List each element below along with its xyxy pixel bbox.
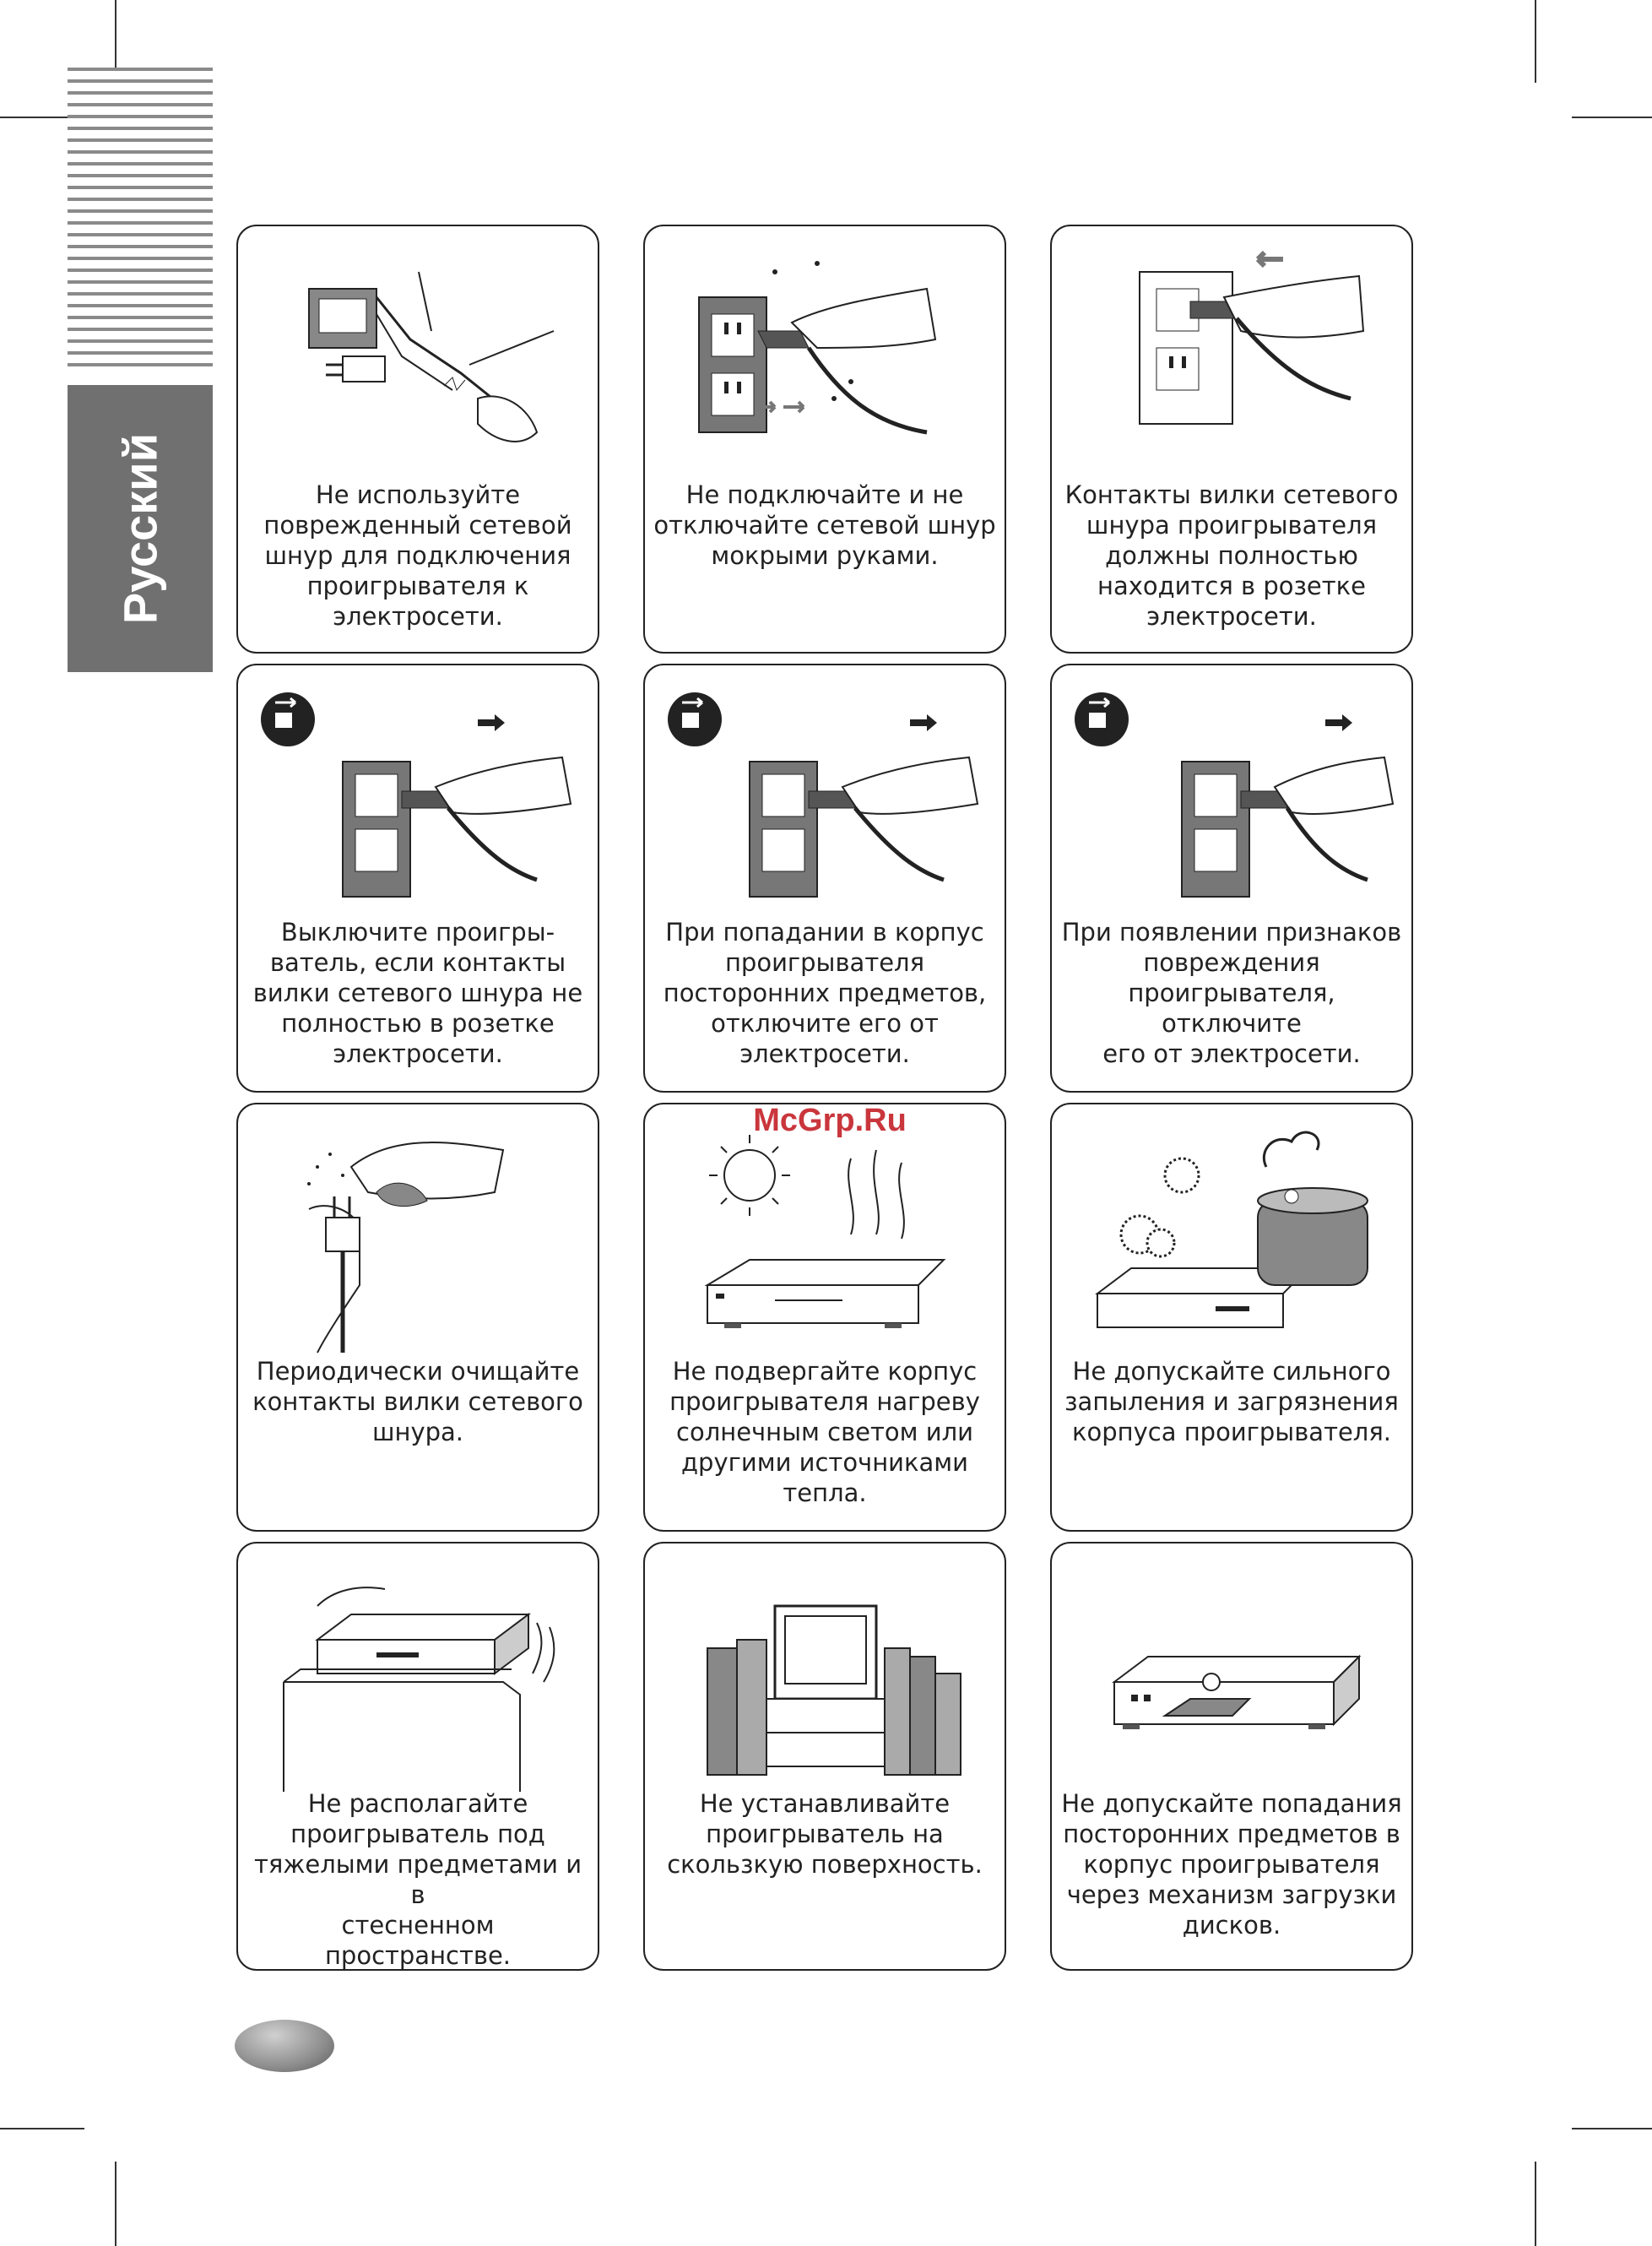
card-caption: Не располагайте проигрыватель под тяжелыми предметами и в стесненном пространстве. xyxy=(253,1789,582,1970)
heavy-objects-illustration xyxy=(250,1555,588,1809)
wet-hands-illustration xyxy=(657,238,994,491)
unplug-loose-illustration xyxy=(250,677,588,930)
card-caption: При попадании в корпус проигрывателя посторонних предметов, отключите его от электросети. xyxy=(663,918,987,1068)
plug-fully-illustration xyxy=(1064,238,1401,491)
safety-card-unplug-loose xyxy=(236,664,599,1093)
safety-card-plug-fully xyxy=(1050,225,1413,654)
safety-card-wet-hands xyxy=(643,225,1006,654)
crop-mark xyxy=(1535,2162,1536,2246)
safety-card-slippery xyxy=(643,1542,1006,1971)
page-number-badge xyxy=(235,2020,334,2072)
crop-mark xyxy=(115,0,116,68)
watermark: McGrp.Ru xyxy=(753,1103,907,1138)
language-tab-label: Русский xyxy=(113,432,167,625)
dust-illustration xyxy=(1064,1116,1401,1370)
foreign-objects-illustration xyxy=(657,677,994,930)
card-caption: Периодически очищайте контакты вилки сетевого шнура. xyxy=(252,1357,583,1446)
card-caption: Не подвергайте корпус проигрывателя нагреву солнечным светом или другими источниками тепла. xyxy=(669,1357,980,1507)
card-caption: Контакты вилки сетевого шнура проигрывателя должны полностью находится в розетке электросети. xyxy=(1064,480,1399,631)
damage-signs-illustration xyxy=(1064,677,1401,930)
safety-card-clean-plug xyxy=(236,1103,599,1532)
card-caption: Не подключайте и не отключайте сетевой шнур мокрыми руками. xyxy=(653,480,996,570)
crop-mark xyxy=(0,2128,84,2129)
card-caption: Выключите проигры- ватель, если контакты вилки сетевого шнура не полностью в розетке электросети. xyxy=(252,918,583,1068)
clean-plug-illustration xyxy=(250,1116,588,1370)
card-caption: При появлении признаков повреждения проигрывателя, отключите его от электросети. xyxy=(1061,918,1402,1068)
safety-card-heat xyxy=(643,1103,1006,1532)
sun-heat-illustration xyxy=(657,1116,994,1370)
card-caption: Не устанавливайте проигрыватель на скользкую поверхность. xyxy=(667,1789,983,1879)
home-theater-illustration xyxy=(657,1555,994,1809)
safety-card-damaged-cord xyxy=(236,225,599,654)
card-caption: Не допускайте сильного запыления и загрязнения корпуса проигрывателя. xyxy=(1064,1357,1399,1446)
card-caption: Не допускайте попадания посторонних предметов в корпус проигрывателя через механизм загрузки дисков. xyxy=(1061,1789,1402,1939)
disc-tray-illustration xyxy=(1064,1555,1401,1809)
header-stripes xyxy=(68,68,213,372)
card-caption: Не используйте поврежденный сетевой шнур для подключения проигрывателя к электросети. xyxy=(263,480,572,631)
safety-card-foreign-objects xyxy=(643,664,1006,1093)
crop-mark xyxy=(1572,2128,1652,2129)
crop-mark xyxy=(115,2162,116,2246)
safety-card-dust xyxy=(1050,1103,1413,1532)
damaged-cord-illustration xyxy=(250,238,588,491)
safety-card-heavy-objects xyxy=(236,1542,599,1971)
language-tab xyxy=(68,385,213,672)
crop-mark xyxy=(1572,117,1652,118)
safety-card-damage-signs xyxy=(1050,664,1413,1093)
crop-mark xyxy=(1535,0,1536,83)
safety-card-disc-tray xyxy=(1050,1542,1413,1971)
